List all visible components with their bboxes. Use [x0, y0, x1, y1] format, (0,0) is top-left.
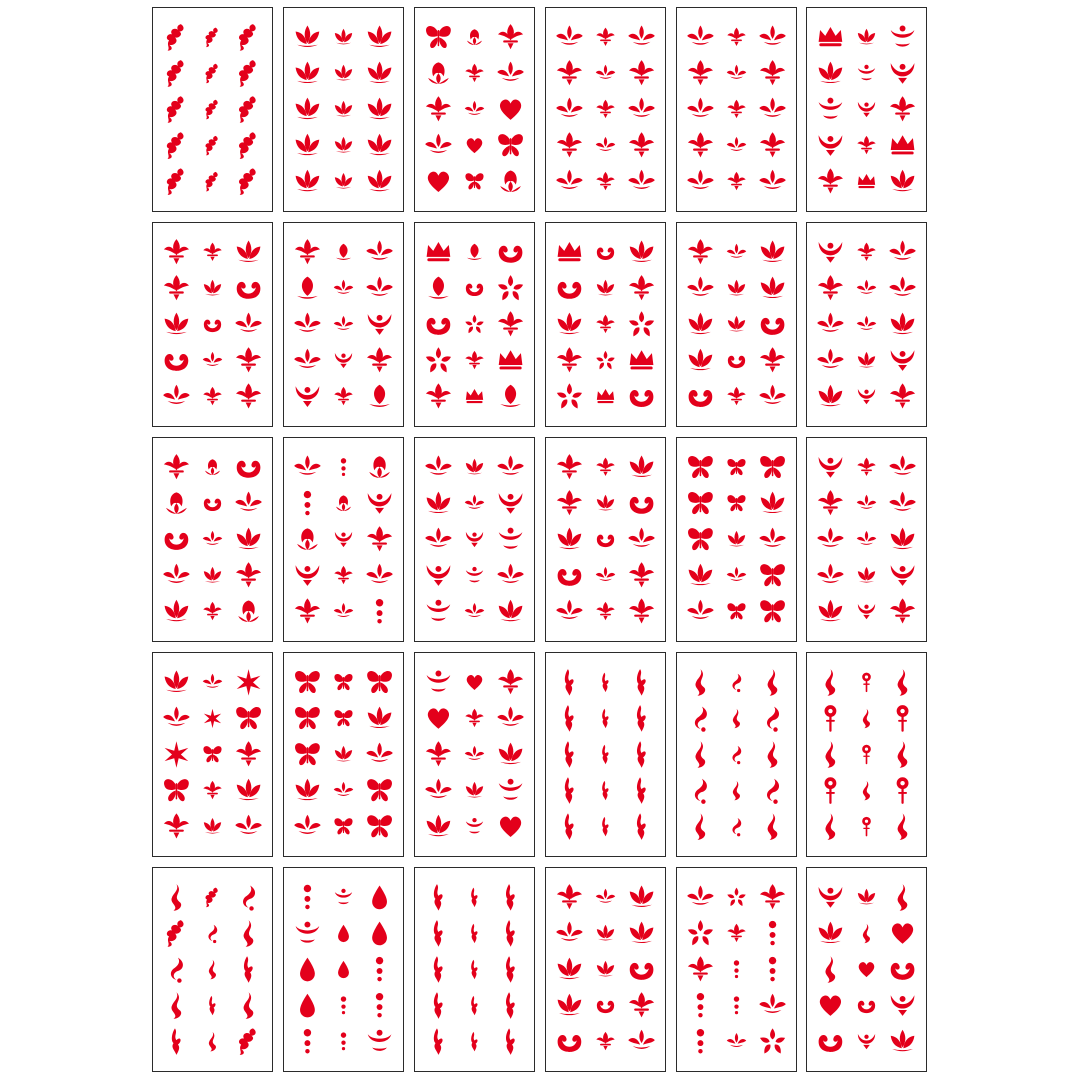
flower-crown-pattern: [415, 223, 534, 426]
tattoo-sheet-r3c3: [414, 437, 535, 642]
tattoo-sheet-r4c6: [806, 652, 927, 857]
tattoo-sheet-r5c1: [152, 867, 273, 1072]
crown-scroll-pattern: [546, 223, 665, 426]
tattoo-sheet-r3c6: [806, 437, 927, 642]
tattoo-sheet-r2c3: [414, 222, 535, 427]
fleur-de-lis-pattern: [153, 223, 272, 426]
bow-and-flower-pattern: [415, 8, 534, 211]
tattoo-sheet-r4c1: [152, 652, 273, 857]
fleur-de-lis-pattern: [546, 438, 665, 641]
tattoo-sheet-r5c5: [676, 867, 797, 1072]
scepter-swirl-pattern: [807, 653, 926, 856]
tattoo-sheet-r1c3: [414, 7, 535, 212]
tattoo-sheet-r2c6: [806, 222, 927, 427]
lotus-and-fleur-de-lis-pattern: [807, 8, 926, 211]
horn-crest-pattern: [807, 223, 926, 426]
lotus-pattern: [284, 8, 403, 211]
tattoo-sheet-r4c3: [414, 652, 535, 857]
tattoo-sheet-r1c2: [283, 7, 404, 212]
fire-phoenix-pattern: [153, 868, 272, 1071]
phoenix-pattern: [153, 8, 272, 211]
petal-crest-pattern: [284, 223, 403, 426]
tattoo-sheet-r2c2: [283, 222, 404, 427]
butterfly-pattern: [284, 653, 403, 856]
heart-lotus-pattern: [807, 868, 926, 1071]
outline-lotus-pattern: [415, 438, 534, 641]
tattoo-sheet-r1c1: [152, 7, 273, 212]
tattoo-sheet-r2c5: [676, 222, 797, 427]
tribal-flame-pattern: [415, 868, 534, 1071]
star-flower-pattern: [153, 653, 272, 856]
tattoo-sheet-r2c4: [545, 222, 666, 427]
tattoo-sheet-r4c4: [545, 652, 666, 857]
tattoo-sheet-r3c1: [152, 437, 273, 642]
flame-swirl-pattern: [677, 653, 796, 856]
bead-chain-pattern: [284, 868, 403, 1071]
dotted-crest-pattern: [284, 438, 403, 641]
flame-lotus-pattern: [153, 438, 272, 641]
tattoo-sheet-r2c1: [152, 222, 273, 427]
tattoo-sheet-r1c6: [806, 7, 927, 212]
tattoo-sheet-r1c5: [676, 7, 797, 212]
tattoo-sheet-r4c2: [283, 652, 404, 857]
crescent-lotus-pattern: [415, 653, 534, 856]
tulip-crest-pattern: [546, 8, 665, 211]
tattoo-sheet-r5c3: [414, 867, 535, 1072]
tattoo-sheet-r1c4: [545, 7, 666, 212]
tattoo-sheet-r5c2: [283, 867, 404, 1072]
tattoo-sheet-r5c6: [806, 867, 927, 1072]
tattoo-sheet-r5c4: [545, 867, 666, 1072]
horn-crest-pattern: [807, 438, 926, 641]
tattoo-sheet-r3c4: [545, 437, 666, 642]
lotus-crest-pattern: [546, 868, 665, 1071]
tattoo-sheet-r3c2: [283, 437, 404, 642]
tattoo-sheet-r4c5: [676, 652, 797, 857]
tattoo-sheet-r3c5: [676, 437, 797, 642]
flower-and-dots-pattern: [677, 868, 796, 1071]
scroll-crest-pattern: [677, 8, 796, 211]
butterfly-pattern: [677, 438, 796, 641]
lotus-crest-pattern: [677, 223, 796, 426]
tribal-flame-pattern: [546, 653, 665, 856]
